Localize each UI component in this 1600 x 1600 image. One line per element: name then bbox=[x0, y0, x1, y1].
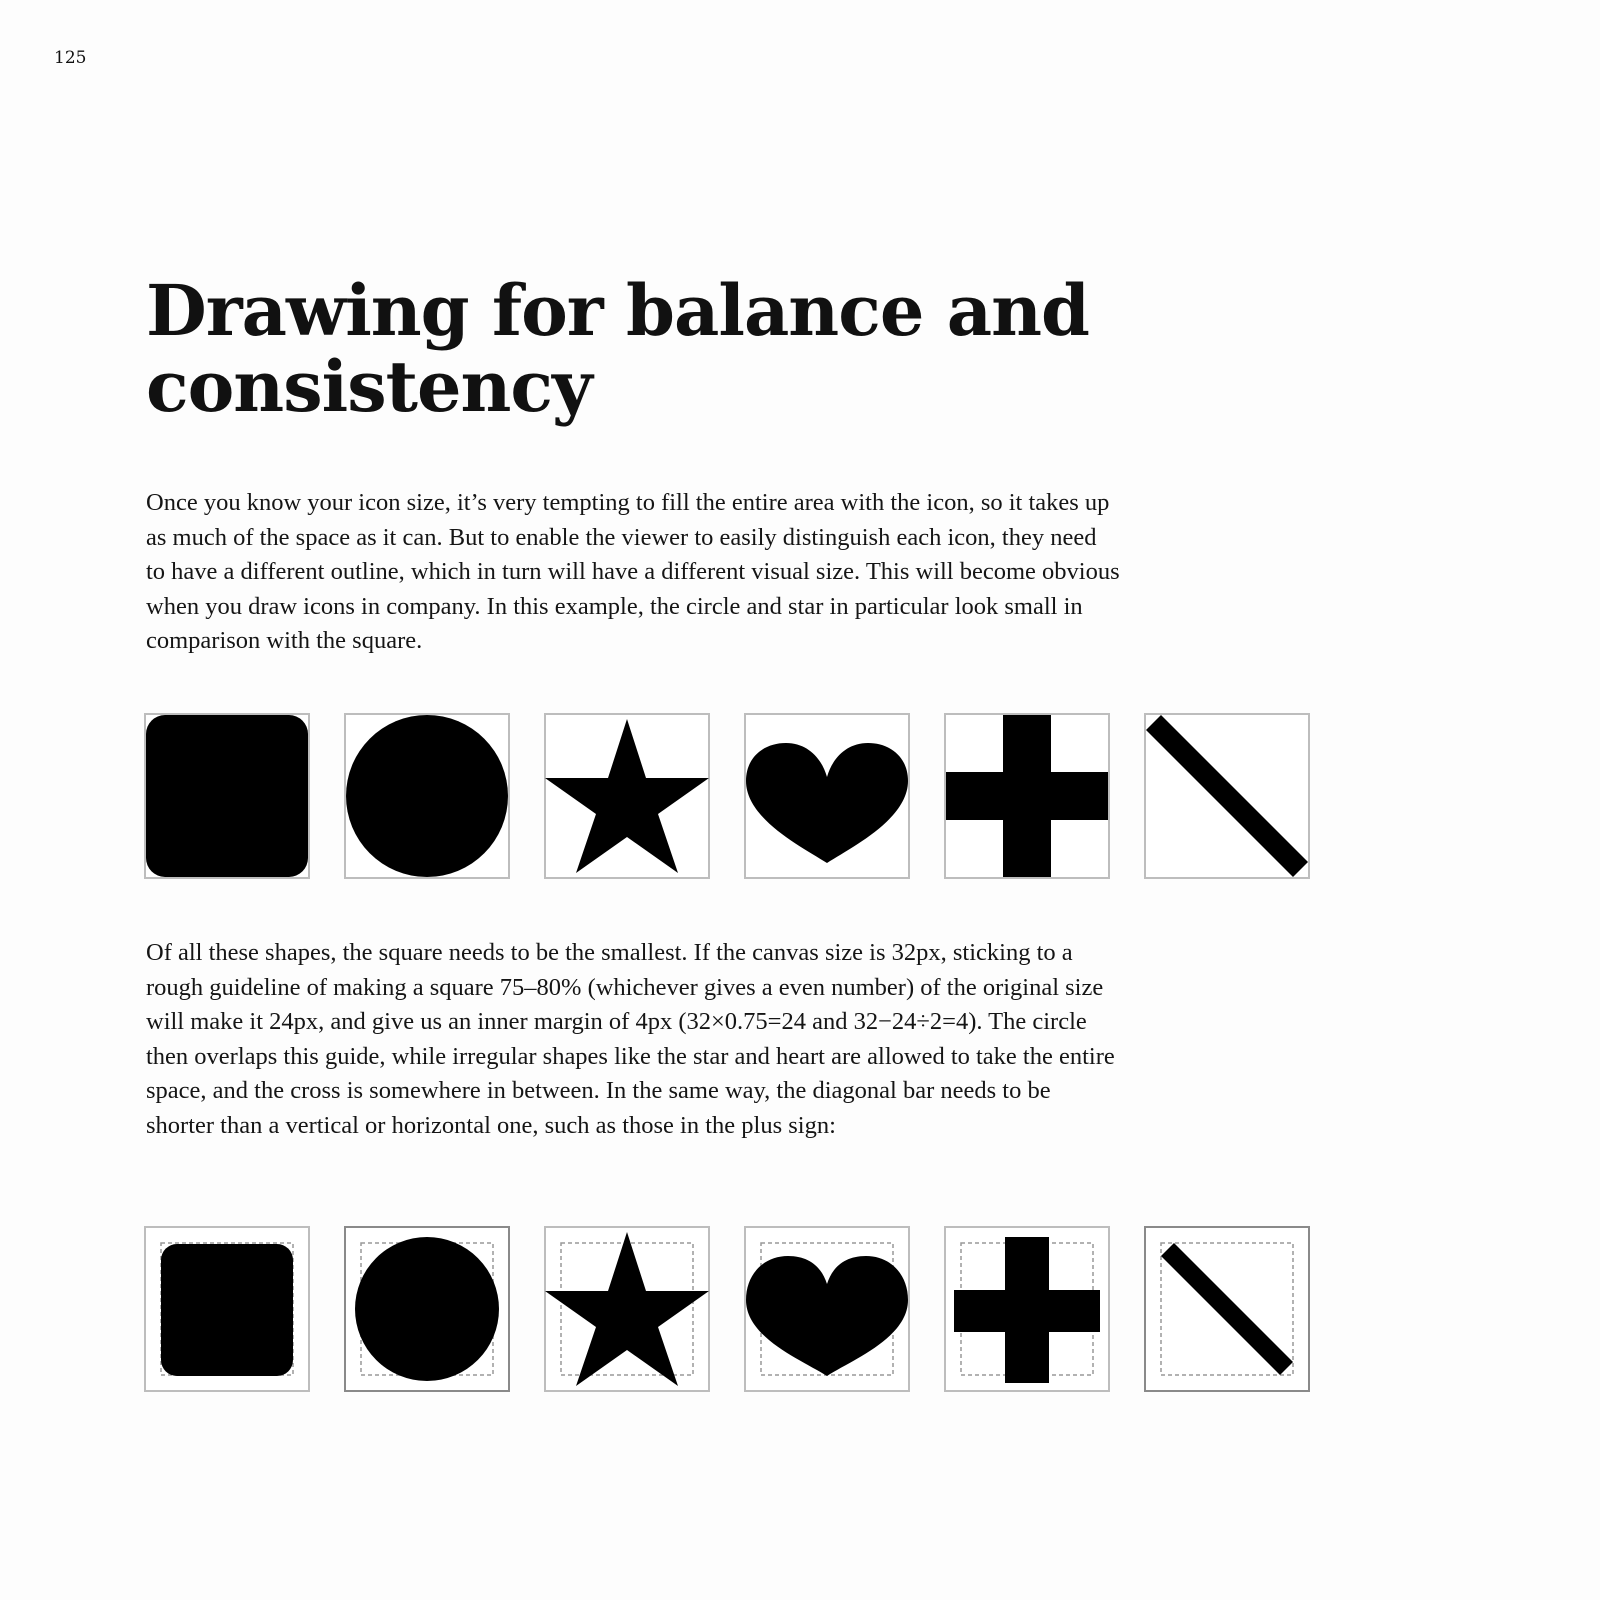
icon-frame bbox=[344, 713, 510, 879]
heart-icon bbox=[746, 1228, 908, 1390]
icon-frame bbox=[744, 1226, 910, 1392]
page-title: Drawing for balance and consistency bbox=[146, 269, 1089, 428]
guideline-paragraph: Of all these shapes, the square needs to be the smallest. If the canvas size is 32px, sticking to a rough guideline of making a square 75–80% (whichever gives a even number) of the original size will make it 24px, and give us an inner margin of 4px (32×0.75=24 and 32−24÷2=4). The circle then overlaps this guide, while irregular shapes like the star and heart are allowed to take the entire space, and the cross is somewhere in between. In the same way, the diagonal bar needs to be shorter than a vertical or horizontal one, such as those in the plus sign: bbox=[146, 939, 1115, 1139]
diagonal-bar-icon bbox=[1146, 1228, 1308, 1390]
square-icon bbox=[146, 715, 308, 877]
icon-frame bbox=[944, 1226, 1110, 1392]
icon-frame bbox=[344, 1226, 510, 1392]
circle-icon bbox=[346, 715, 508, 877]
heart-icon bbox=[746, 715, 908, 877]
icon-frame bbox=[544, 713, 710, 879]
diagonal-bar-icon bbox=[1146, 715, 1308, 877]
intro-paragraph: Once you know your icon size, it’s very tempting to fill the entire area with the icon, so it takes up as much of the space as it can. But to enable the viewer to easily distinguish each icon, they need to have a different outline, which in turn will have a different visual size. This will become obvious when you draw icons in company. In this example, the circle and star in particular look small in comparison with the square. bbox=[146, 489, 1120, 654]
square-icon bbox=[146, 1228, 308, 1390]
icon-frame bbox=[144, 713, 310, 879]
star-icon bbox=[546, 1228, 708, 1390]
icon-frame bbox=[944, 713, 1110, 879]
plus-icon bbox=[946, 1228, 1108, 1390]
icon-frame bbox=[544, 1226, 710, 1392]
icon-frame bbox=[744, 713, 910, 879]
star-icon bbox=[546, 715, 708, 877]
plus-icon bbox=[946, 715, 1108, 877]
balanced-icon-row bbox=[144, 1226, 1344, 1396]
unbalanced-icon-row bbox=[144, 713, 1344, 883]
icon-frame bbox=[144, 1226, 310, 1392]
icon-frame bbox=[1144, 1226, 1310, 1392]
circle-icon bbox=[346, 1228, 508, 1390]
icon-frame bbox=[1144, 713, 1310, 879]
page-number: 125 bbox=[54, 48, 87, 68]
